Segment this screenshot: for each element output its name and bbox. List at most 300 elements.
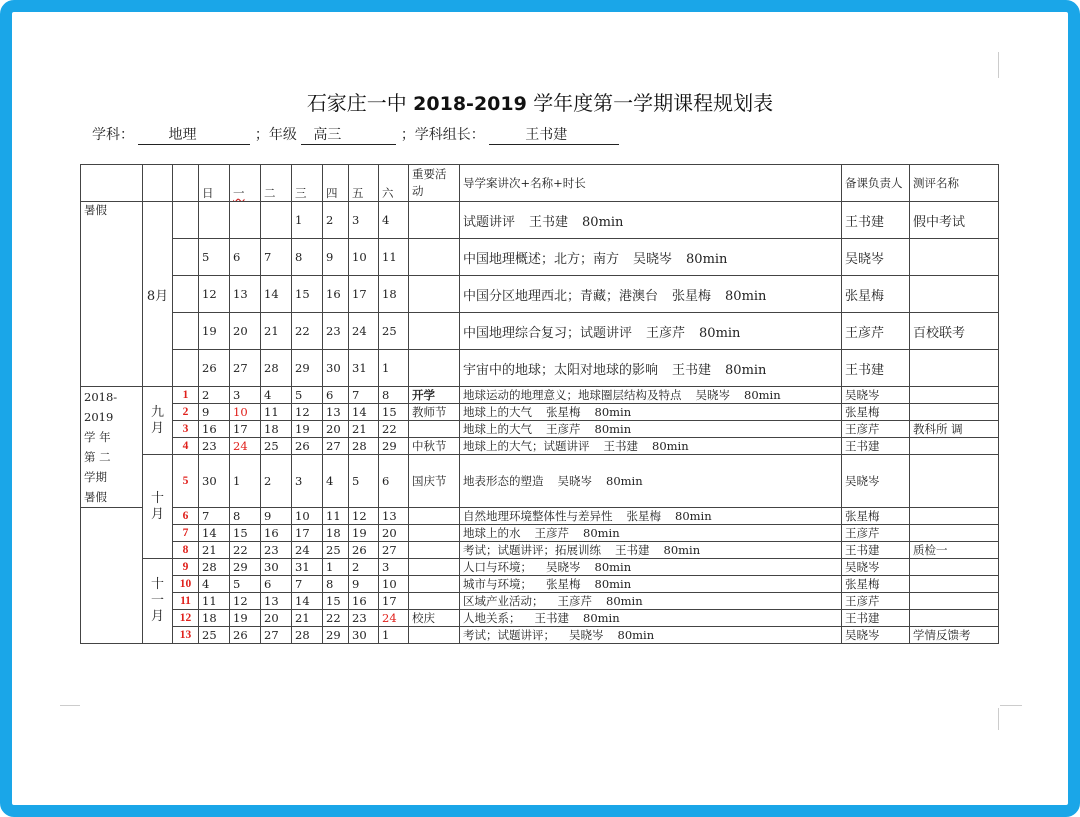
date-cell: 19 xyxy=(199,313,230,350)
date-cell: 13 xyxy=(230,276,261,313)
date-cell: 25 xyxy=(261,438,292,455)
content-text: 地球上的水 xyxy=(463,526,521,540)
margin-mark xyxy=(998,708,999,730)
date-cell: 30 xyxy=(199,455,230,508)
content-cell xyxy=(460,350,842,387)
header-blank xyxy=(173,165,199,202)
date-cell: 21 xyxy=(199,542,230,559)
activity-cell xyxy=(409,576,460,593)
content-text: 中国地理概述；北方；南方 xyxy=(463,251,620,267)
date-cell: 12 xyxy=(349,508,379,525)
leader-label: ；学科组长： xyxy=(400,127,485,143)
header-day xyxy=(230,165,261,202)
teacher-name: 张星梅 xyxy=(626,509,661,523)
date-cell: 21 xyxy=(349,421,379,438)
date-cell: 16 xyxy=(199,421,230,438)
lead-cell: 王书建 xyxy=(842,542,910,559)
date-cell: 9 xyxy=(261,508,292,525)
date-cell: 22 xyxy=(230,542,261,559)
header-day: 日 xyxy=(199,165,230,202)
date-cell: 12 xyxy=(199,276,230,313)
teacher-name: 吴晓岑 xyxy=(557,474,592,488)
content-cell xyxy=(460,559,842,576)
date-cell: 1 xyxy=(379,350,409,387)
test-cell xyxy=(910,525,999,542)
activity-cell xyxy=(409,593,460,610)
date-cell: 27 xyxy=(230,350,261,387)
test-cell: 假中考试 xyxy=(910,202,999,239)
date-cell: 19 xyxy=(349,525,379,542)
test-cell xyxy=(910,576,999,593)
week-number: 11 xyxy=(173,593,199,610)
content-cell xyxy=(460,593,842,610)
teacher-name: 王书建 xyxy=(615,543,650,557)
date-cell: 10 xyxy=(230,404,261,421)
date-cell: 9 xyxy=(199,404,230,421)
header-activity: 重要活动 xyxy=(409,165,460,202)
date-cell: 8 xyxy=(323,576,349,593)
week-cell xyxy=(173,239,199,276)
week-number: 1 xyxy=(173,387,199,404)
teacher-name: 王书建 xyxy=(672,362,712,378)
test-cell xyxy=(910,276,999,313)
date-cell: 30 xyxy=(261,559,292,576)
date-cell: 22 xyxy=(379,421,409,438)
test-cell xyxy=(910,559,999,576)
activity-cell xyxy=(409,508,460,525)
margin-mark xyxy=(1000,705,1022,706)
date-cell: 17 xyxy=(349,276,379,313)
content-text: 试题讲评 xyxy=(463,214,516,230)
date-cell: 23 xyxy=(349,610,379,627)
duration-text: 80min xyxy=(725,288,767,304)
date-cell: 2 xyxy=(349,559,379,576)
header-test: 测评名称 xyxy=(910,165,999,202)
content-text: 人口与环境； xyxy=(463,560,532,574)
header-blank xyxy=(81,165,143,202)
test-cell: 教科所 调 xyxy=(910,421,999,438)
date-cell: 14 xyxy=(292,593,323,610)
date-cell: 26 xyxy=(199,350,230,387)
header-day: 六 xyxy=(379,165,409,202)
period-line: 2019 xyxy=(84,410,114,424)
content-text: 中国地理综合复习；试题讲评 xyxy=(463,325,633,341)
summer-row xyxy=(81,276,999,313)
content-cell xyxy=(460,313,842,350)
header-day: 二 xyxy=(261,165,292,202)
date-cell: 7 xyxy=(292,576,323,593)
date-cell: 28 xyxy=(349,438,379,455)
summer-row xyxy=(81,202,999,239)
date-cell: 30 xyxy=(349,627,379,644)
content-cell xyxy=(460,438,842,455)
content-cell xyxy=(460,627,842,644)
content-text: 地表形态的塑造 xyxy=(463,474,544,488)
date-cell: 9 xyxy=(323,239,349,276)
teacher-name: 王书建 xyxy=(534,611,569,625)
lead-cell: 吴晓岑 xyxy=(842,627,910,644)
date-cell: 1 xyxy=(323,559,349,576)
duration-text: 80min xyxy=(594,577,632,591)
week-number: 8 xyxy=(173,542,199,559)
week-number: 6 xyxy=(173,508,199,525)
duration-text: 80min xyxy=(594,560,632,574)
activity-cell xyxy=(409,542,460,559)
date-cell xyxy=(199,202,230,239)
header-content: 导学案讲次+名称+时长 xyxy=(460,165,842,202)
test-cell xyxy=(910,239,999,276)
lead-cell: 王书建 xyxy=(842,350,910,387)
date-cell: 14 xyxy=(349,404,379,421)
content-cell xyxy=(460,610,842,627)
month-cell: 十月 xyxy=(143,455,173,559)
test-cell xyxy=(910,438,999,455)
term-row xyxy=(81,421,999,438)
date-cell: 16 xyxy=(261,525,292,542)
date-cell: 18 xyxy=(379,276,409,313)
period-cell xyxy=(81,387,143,508)
date-cell: 11 xyxy=(199,593,230,610)
date-cell: 11 xyxy=(323,508,349,525)
date-cell: 29 xyxy=(292,350,323,387)
content-text: 自然地理环境整体性与差异性 xyxy=(463,509,613,523)
content-text: 城市与环境； xyxy=(463,577,532,591)
content-cell xyxy=(460,387,842,404)
test-cell xyxy=(910,508,999,525)
date-cell: 21 xyxy=(261,313,292,350)
date-cell: 26 xyxy=(230,627,261,644)
date-cell: 15 xyxy=(323,593,349,610)
schedule-table xyxy=(80,164,999,644)
date-cell: 25 xyxy=(323,542,349,559)
lead-cell: 王彦芹 xyxy=(842,313,910,350)
test-cell: 百校联考 xyxy=(910,313,999,350)
activity-cell xyxy=(409,350,460,387)
activity-cell: 国庆节 xyxy=(409,455,460,508)
term-row xyxy=(81,559,999,576)
month-cell: 九月 xyxy=(143,387,173,455)
date-cell: 20 xyxy=(323,421,349,438)
teacher-name: 吴晓岑 xyxy=(546,560,581,574)
activity-cell xyxy=(409,313,460,350)
week-cell xyxy=(173,202,199,239)
title-rest: 学年度第一学期课程规划表 xyxy=(533,91,774,115)
week-cell xyxy=(173,313,199,350)
header-blank xyxy=(143,165,173,202)
meta-line xyxy=(92,124,619,145)
date-cell: 16 xyxy=(349,593,379,610)
duration-text: 80min xyxy=(606,594,643,608)
week-number: 10 xyxy=(173,576,199,593)
date-cell: 15 xyxy=(379,404,409,421)
date-cell: 10 xyxy=(292,508,323,525)
date-cell: 8 xyxy=(379,387,409,404)
lead-cell: 张星梅 xyxy=(842,576,910,593)
date-cell: 2 xyxy=(323,202,349,239)
week-number: 5 xyxy=(173,455,199,508)
date-cell: 24 xyxy=(230,438,261,455)
date-cell: 28 xyxy=(199,559,230,576)
date-cell: 16 xyxy=(323,276,349,313)
header-day: 五 xyxy=(349,165,379,202)
date-cell: 5 xyxy=(230,576,261,593)
date-cell: 15 xyxy=(292,276,323,313)
teacher-name: 王彦芹 xyxy=(557,594,592,608)
content-text: 考试；试题讲评； xyxy=(463,628,555,642)
term-row xyxy=(81,387,999,404)
term-row xyxy=(81,404,999,421)
date-cell: 2 xyxy=(199,387,230,404)
week-number: 2 xyxy=(173,404,199,421)
date-cell: 1 xyxy=(379,627,409,644)
content-cell xyxy=(460,421,842,438)
content-text: 地球上的大气 xyxy=(463,422,532,436)
date-cell: 6 xyxy=(379,455,409,508)
header-day: 四 xyxy=(323,165,349,202)
week-number: 12 xyxy=(173,610,199,627)
date-cell: 23 xyxy=(261,542,292,559)
date-cell: 11 xyxy=(261,404,292,421)
content-cell xyxy=(460,525,842,542)
document-title xyxy=(0,87,1080,116)
date-cell: 31 xyxy=(292,559,323,576)
teacher-name: 王书建 xyxy=(603,439,638,453)
date-cell: 6 xyxy=(323,387,349,404)
content-cell xyxy=(460,202,842,239)
date-cell: 3 xyxy=(379,559,409,576)
date-cell: 9 xyxy=(349,576,379,593)
date-cell: 2 xyxy=(261,455,292,508)
date-cell: 29 xyxy=(323,627,349,644)
lead-cell: 吴晓岑 xyxy=(842,559,910,576)
date-cell: 24 xyxy=(349,313,379,350)
week-number: 13 xyxy=(173,627,199,644)
date-cell: 23 xyxy=(199,438,230,455)
teacher-name: 张星梅 xyxy=(546,577,581,591)
teacher-name: 王书建 xyxy=(529,214,569,230)
lead-cell: 王彦芹 xyxy=(842,593,910,610)
date-cell: 4 xyxy=(323,455,349,508)
teacher-name: 王彦芹 xyxy=(546,422,581,436)
week-number: 7 xyxy=(173,525,199,542)
leader-value: 王书建 xyxy=(489,124,619,145)
activity-cell: 开学 xyxy=(409,387,460,404)
date-cell: 10 xyxy=(379,576,409,593)
lead-cell: 张星梅 xyxy=(842,508,910,525)
content-text: 地球运动的地理意义；地球圈层结构及特点 xyxy=(463,388,682,402)
week-number: 9 xyxy=(173,559,199,576)
term-row xyxy=(81,525,999,542)
content-cell xyxy=(460,404,842,421)
date-cell: 20 xyxy=(261,610,292,627)
summer-row xyxy=(81,313,999,350)
period-line: 学期 xyxy=(84,470,107,484)
date-cell: 25 xyxy=(379,313,409,350)
duration-text: 80min xyxy=(594,422,632,436)
date-cell xyxy=(230,202,261,239)
date-cell: 26 xyxy=(349,542,379,559)
date-cell: 5 xyxy=(199,239,230,276)
duration-text: 80min xyxy=(606,474,643,488)
date-cell: 25 xyxy=(199,627,230,644)
date-cell: 14 xyxy=(199,525,230,542)
date-cell: 12 xyxy=(292,404,323,421)
content-text: 区域产业活动； xyxy=(463,594,544,608)
duration-text: 80min xyxy=(744,388,781,402)
date-cell: 27 xyxy=(379,542,409,559)
duration-text: 80min xyxy=(617,628,655,642)
content-cell xyxy=(460,542,842,559)
date-cell xyxy=(261,202,292,239)
week-number: 4 xyxy=(173,438,199,455)
duration-text: 80min xyxy=(725,362,767,378)
week-number: 3 xyxy=(173,421,199,438)
date-cell: 18 xyxy=(199,610,230,627)
lead-cell: 王书建 xyxy=(842,610,910,627)
date-cell: 6 xyxy=(230,239,261,276)
content-cell xyxy=(460,455,842,508)
date-cell: 17 xyxy=(292,525,323,542)
content-text: 中国分区地理西北；青藏；港澳台 xyxy=(463,288,659,304)
content-text: 宇宙中的地球；太阳对地球的影响 xyxy=(463,362,659,378)
date-cell: 28 xyxy=(292,627,323,644)
week-cell xyxy=(173,276,199,313)
duration-text: 80min xyxy=(583,611,620,625)
date-cell: 18 xyxy=(261,421,292,438)
period-line: 学 年 xyxy=(84,430,111,444)
date-cell: 24 xyxy=(292,542,323,559)
content-cell xyxy=(460,239,842,276)
content-text: 地球上的大气；试题讲评 xyxy=(463,439,590,453)
teacher-name: 王彦芹 xyxy=(534,526,569,540)
date-cell: 7 xyxy=(261,239,292,276)
lead-cell: 王书建 xyxy=(842,202,910,239)
date-cell: 20 xyxy=(230,313,261,350)
header-lead: 备课负责人 xyxy=(842,165,910,202)
date-cell: 14 xyxy=(261,276,292,313)
header-day-text: 一 xyxy=(233,186,245,200)
date-cell: 12 xyxy=(230,593,261,610)
date-cell: 27 xyxy=(261,627,292,644)
date-cell: 22 xyxy=(323,610,349,627)
test-cell xyxy=(910,387,999,404)
term-row xyxy=(81,542,999,559)
month-cell: 十一月 xyxy=(143,559,173,644)
duration-text: 80min xyxy=(652,439,689,453)
date-cell: 8 xyxy=(292,239,323,276)
date-cell: 27 xyxy=(323,438,349,455)
date-cell: 13 xyxy=(323,404,349,421)
activity-cell xyxy=(409,202,460,239)
date-cell: 24 xyxy=(379,610,409,627)
period-line: 暑假 xyxy=(84,490,107,504)
date-cell: 21 xyxy=(292,610,323,627)
subject-value: 地理 xyxy=(138,124,250,145)
teacher-name: 吴晓岑 xyxy=(569,628,604,642)
date-cell: 1 xyxy=(292,202,323,239)
period-blank xyxy=(81,508,143,644)
activity-cell xyxy=(409,239,460,276)
duration-text: 80min xyxy=(675,509,712,523)
margin-mark xyxy=(60,705,80,706)
date-cell: 7 xyxy=(349,387,379,404)
date-cell: 26 xyxy=(292,438,323,455)
activity-cell xyxy=(409,559,460,576)
date-cell: 23 xyxy=(323,313,349,350)
date-cell: 20 xyxy=(379,525,409,542)
margin-mark xyxy=(998,52,999,78)
term-row xyxy=(81,508,999,525)
content-cell xyxy=(460,576,842,593)
teacher-name: 张星梅 xyxy=(672,288,712,304)
date-cell: 3 xyxy=(349,202,379,239)
content-cell xyxy=(460,508,842,525)
date-cell: 6 xyxy=(261,576,292,593)
month-cell: 8月 xyxy=(143,202,173,387)
date-cell: 13 xyxy=(261,593,292,610)
content-cell xyxy=(460,276,842,313)
period-line: 2018- xyxy=(84,390,118,404)
title-year: 2018-2019 xyxy=(413,93,527,115)
week-cell xyxy=(173,350,199,387)
activity-cell xyxy=(409,627,460,644)
lead-cell: 王彦芹 xyxy=(842,525,910,542)
lead-cell: 张星梅 xyxy=(842,404,910,421)
test-cell xyxy=(910,404,999,421)
lead-cell: 吴晓岑 xyxy=(842,387,910,404)
duration-text: 80min xyxy=(663,543,701,557)
grade-label: ；年级 xyxy=(254,127,297,143)
subject-label: 学科： xyxy=(92,127,134,143)
date-cell: 18 xyxy=(323,525,349,542)
test-cell xyxy=(910,593,999,610)
period-cell: 暑假 xyxy=(81,202,143,387)
test-cell: 质检一 xyxy=(910,542,999,559)
activity-cell xyxy=(409,525,460,542)
term-row xyxy=(81,610,999,627)
date-cell: 8 xyxy=(230,508,261,525)
teacher-name: 吴晓岑 xyxy=(695,388,730,402)
test-cell xyxy=(910,455,999,508)
date-cell: 5 xyxy=(292,387,323,404)
teacher-name: 吴晓岑 xyxy=(633,251,673,267)
period-line: 第 二 xyxy=(84,450,111,464)
term-row xyxy=(81,576,999,593)
content-text: 地球上的大气 xyxy=(463,405,532,419)
term-row xyxy=(81,455,999,508)
grade-value: 高三 xyxy=(301,124,396,145)
date-cell: 3 xyxy=(230,387,261,404)
date-cell: 30 xyxy=(323,350,349,387)
lead-cell: 王书建 xyxy=(842,438,910,455)
date-cell: 31 xyxy=(349,350,379,387)
teacher-name: 王彦芹 xyxy=(646,325,686,341)
header-day: 三 xyxy=(292,165,323,202)
test-cell xyxy=(910,610,999,627)
title-school: 石家庄一中 xyxy=(306,91,407,115)
date-cell: 5 xyxy=(349,455,379,508)
term-row xyxy=(81,593,999,610)
date-cell: 4 xyxy=(199,576,230,593)
date-cell: 29 xyxy=(230,559,261,576)
summer-row xyxy=(81,239,999,276)
activity-cell xyxy=(409,421,460,438)
activity-cell xyxy=(409,276,460,313)
duration-text: 80min xyxy=(583,526,620,540)
summer-row xyxy=(81,350,999,387)
duration-text: 80min xyxy=(594,405,632,419)
header-row xyxy=(81,165,999,202)
